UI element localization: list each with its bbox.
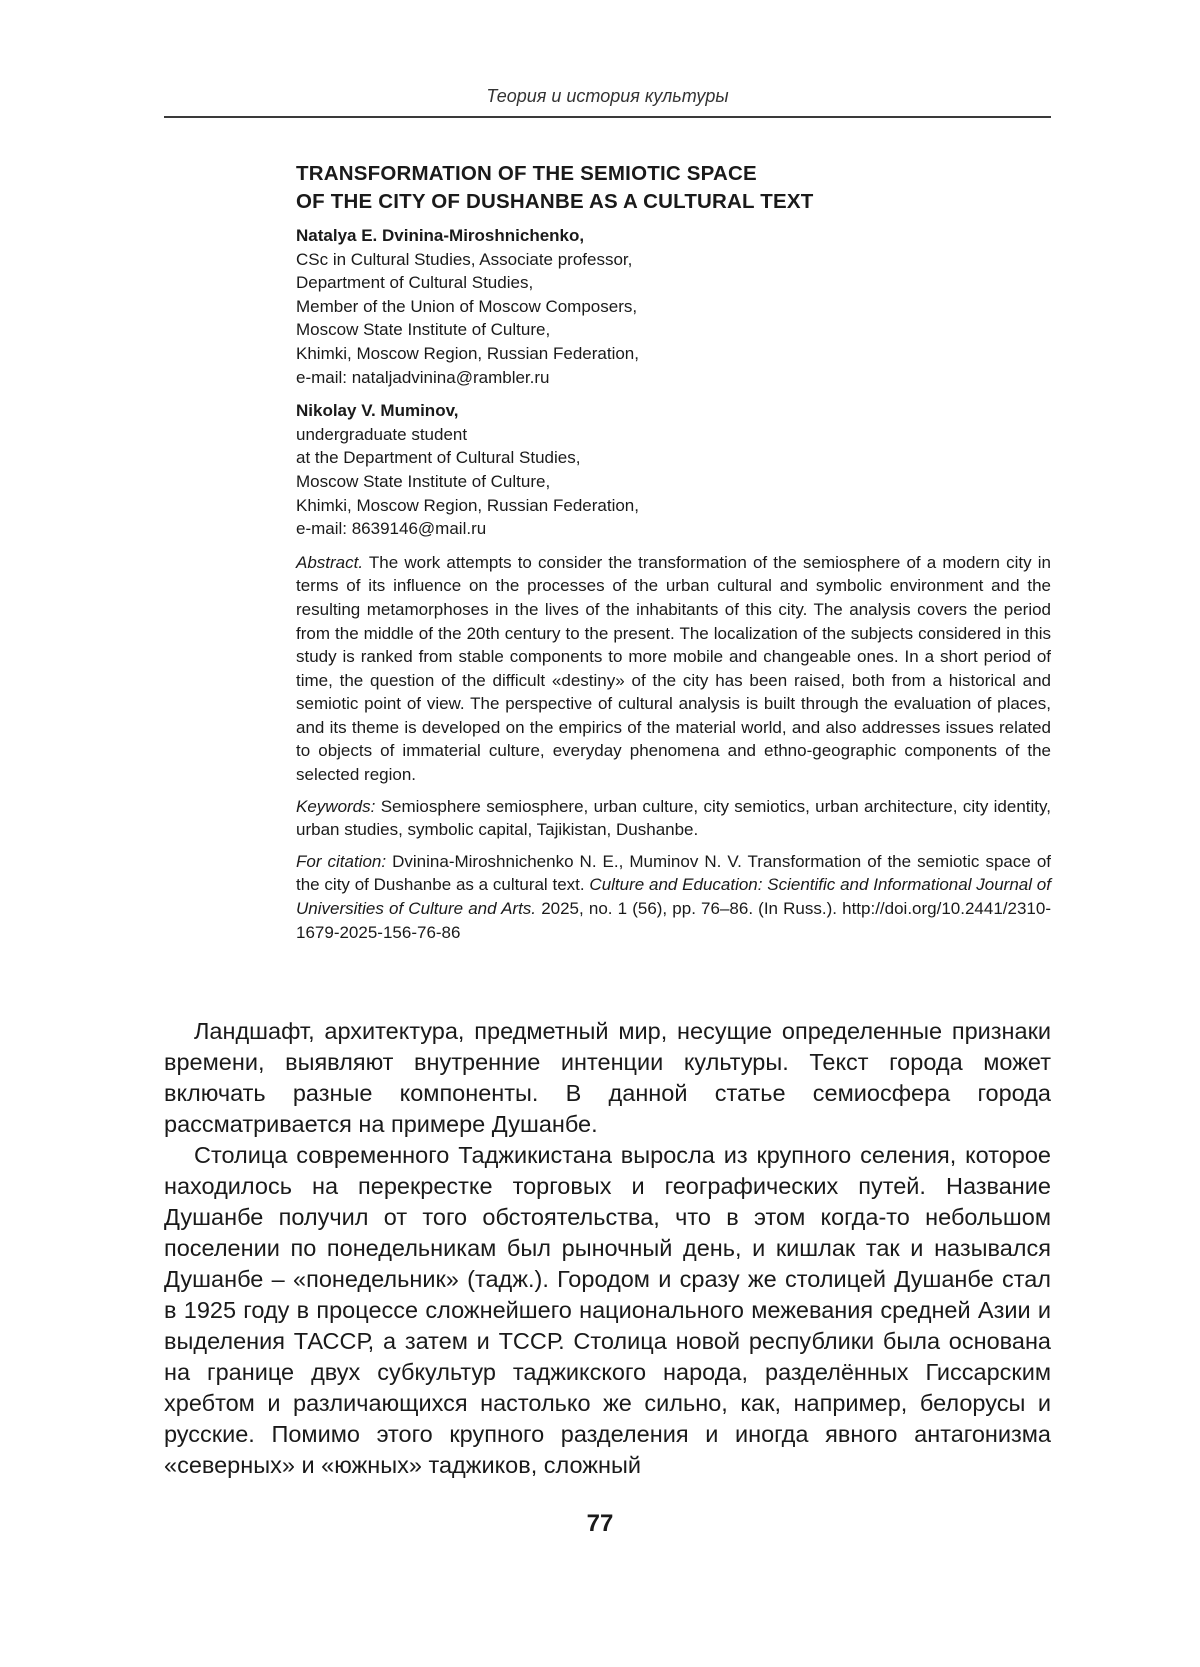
keywords (296, 795, 1051, 842)
author-email: e-mail: nataljadvinina@rambler.ru (296, 367, 550, 387)
author-affiliation-line: Department of Cultural Studies, (296, 273, 534, 293)
keywords-text: Semiosphere semiosphere, urban culture, city semiotics, urban architecture, city identity, urban studies, symbolic capital, Tajikistan, Dushanbe. (296, 796, 1051, 840)
author-affiliation-line: Moscow State Institute of Culture, (296, 320, 551, 340)
author-block (296, 399, 1051, 541)
body-paragraph: Ландшафт, архитектура, предметный мир, несущие определенные признаки времени, выявляют внутренние интенции культуры. Текст города может включать разные компоненты. В данной статье семиосфера города рассматривается на примере Душанбе. (164, 1018, 1051, 1137)
author-name: Natalya E. Dvinina-Miroshnichenko, (296, 226, 585, 245)
keywords-label: Keywords: (296, 796, 376, 816)
abstract-label: Abstract. (296, 552, 364, 572)
article-title (296, 160, 1051, 216)
author-affiliation-line: at the Department of Cultural Studies, (296, 448, 581, 468)
article-title-line-2: OF THE CITY OF DUSHANBE AS A CULTURAL TEXT (296, 190, 814, 213)
running-header: Теория и история культуры (486, 86, 729, 106)
body-paragraph: Столица современного Таджикистана выросла из крупного селения, которое находилось на перекрестке торговых и географических путей. Название Душанбе получил от того обстоятельства, что в этом когда-то небольшом поселении по понедельникам был рыночный день, и кишлак так и назывался Душанбе – «понедельник» (тадж.). Городом и сразу же столицей Душанбе стал в 1925 году в процессе сложнейшего национального межевания средней Азии и выделения ТАССР, а затем и ТССР. Столица новой республики была основана на границе двух субкультур таджикского народа, разделённых Гиссарским хребтом и различающихся настолько же сильно, как, например, белорусы и русские. Помимо этого крупного разделения и иногда явного антагонизма «северных» и «южных» таджиков, сложный (164, 1142, 1051, 1478)
author-affiliation-line: Member of the Union of Moscow Composers, (296, 296, 638, 316)
abstract (296, 551, 1051, 787)
author-affiliation-line: Khimki, Moscow Region, Russian Federation, (296, 343, 639, 363)
header-rule (164, 116, 1051, 118)
citation-details: 2025, no. 1 (56), pp. 76–86. (In Russ.). http://doi.org/10.2441/2310-1679-2025-156-76-86 (296, 899, 1051, 942)
citation-text: Dvinina-Miroshnichenko N. E., Muminov N. V. Transformation of the semiotic space of the city of Dushanbe as a cultural text. (296, 851, 1051, 895)
author-affiliation-line: undergraduate student (296, 424, 468, 444)
article-body (164, 1016, 1051, 1481)
citation-journal: Culture and Education: Scientific and Informational Journal of Universities of Culture and Arts. (296, 875, 1051, 919)
author-affiliation-line: Khimki, Moscow Region, Russian Federation, (296, 495, 639, 515)
citation-label: For citation: (296, 851, 387, 871)
author-block (296, 224, 1051, 389)
citation (296, 850, 1051, 944)
page-number: 77 (586, 1510, 614, 1537)
article-title-line-1: TRANSFORMATION OF THE SEMIOTIC SPACE (296, 162, 757, 185)
author-affiliation-line: CSc in Cultural Studies, Associate professor, (296, 249, 633, 269)
author-name: Nikolay V. Muminov, (296, 401, 459, 421)
abstract-text: The work attempts to consider the transformation of the semiosphere of a modern city in terms of its influence on the processes of the urban cultural and symbolic environment and the resulting metamorphoses in the lives of the inhabitants of this city. The analysis covers the period from the middle of the 20th century to the present. The localization of the subjects considered in this study is ranked from stable components to more mobile and changeable ones. In a short period of time, the question of the difficult «destiny» of the city has been raised, both from a historical and semiotic point of view. The perspective of cultural analysis is built through the evaluation of places, and its theme is developed on the empirics of the material world, and also addresses issues related to objects of immaterial culture, everyday phenomena and ethno-geographic components of the selected region. (296, 552, 1051, 785)
author-affiliation-line: Moscow State Institute of Culture, (296, 471, 551, 491)
article-front-matter (296, 160, 1051, 952)
author-email: e-mail: 8639146@mail.ru (296, 519, 487, 539)
